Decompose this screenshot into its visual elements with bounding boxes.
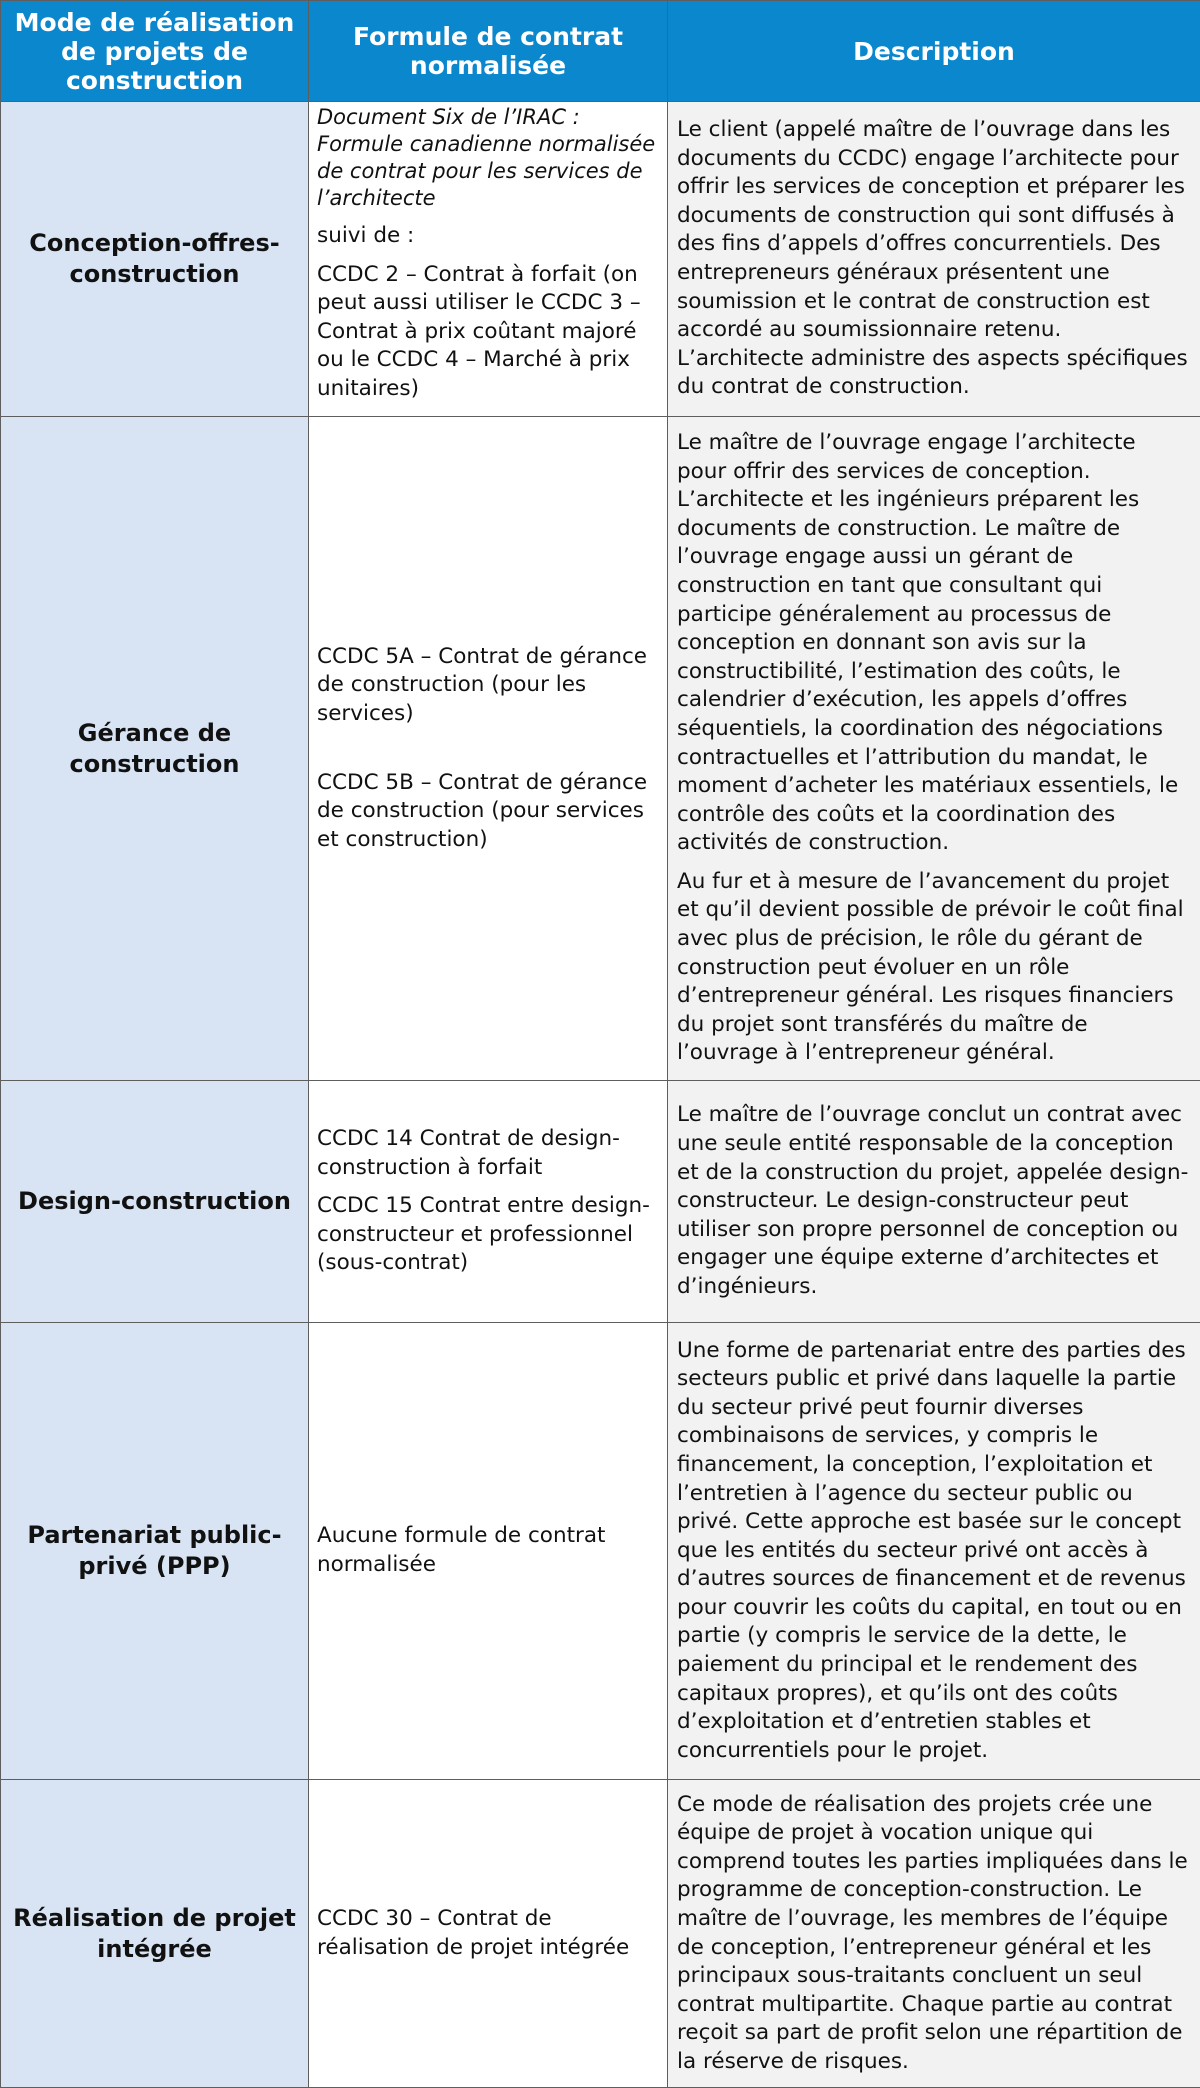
table-row [1, 1323, 1200, 1780]
table-header-row [1, 1, 1200, 102]
table-row [1, 102, 1200, 417]
description-cell [668, 1323, 1200, 1780]
contract-cell [309, 1323, 668, 1780]
mode-cell: Partenariat public-privé (PPP) [1, 1323, 309, 1780]
contract-cell [309, 1780, 668, 2088]
description-text: Le maître de l’ouvrage engage l’architecte pour offrir des services de conception. L’architecte et les ingénieurs préparent les documents de construction. Le maître de l’ouvrage engage aussi un gérant de construction en tant que consultant qui participe généralement au processus de conception en donnant son avis sur la constructibilité, l’estimation des coûts, le calendrier d’exécution, les appels d’offres séquentiels, la coordination des négociations contractuelles et l’attribution du mandat, le moment d’acheter les matériaux essentiels, le contrôle des coûts et la coordination des activités de construction. [677, 429, 1191, 858]
description-text: Au fur et à mesure de l’avancement du projet et qu’il devient possible de prévoir le coût final avec plus de précision, le rôle du gérant de construction peut évoluer en un rôle d’entrepreneur général. Les risques financiers du projet sont transférés du maître de l’ouvrage à l’entrepreneur général. [677, 868, 1191, 1068]
contract-text: Document Six de l’IRAC : Formule canadienne normalisée de contrat pour les services de l’architecte [317, 104, 659, 212]
header-mode: Mode de réalisation de projets de construction [1, 1, 309, 102]
header-contract: Formule de contrat normalisée [309, 1, 668, 102]
contract-cell [309, 102, 668, 417]
mode-cell: Réalisation de projet intégrée [1, 1780, 309, 2088]
description-text: Le client (appelé maître de l’ouvrage dans les documents du CCDC) engage l’architecte pour offrir les services de conception et préparer les documents de construction qui sont diffusés à des fins d’appels d’offres concurrentiels. Des entrepreneurs généraux présentent une soumission et le contrat de construction est accordé au soumissionnaire retenu. L’architecte administre des aspects spécifiques du contrat de construction. [677, 116, 1191, 402]
contract-text: CCDC 14 Contrat de design-construction à forfait [317, 1125, 659, 1182]
contract-text: suivi de : [317, 222, 659, 251]
description-cell [668, 417, 1200, 1081]
contract-cell [309, 1081, 668, 1323]
contract-text: Aucune formule de contrat normalisée [317, 1522, 659, 1579]
table-row [1, 1780, 1200, 2088]
mode-cell: Gérance de construction [1, 417, 309, 1081]
contract-text: CCDC 5A – Contrat de gérance de construction (pour les services) [317, 643, 659, 729]
contract-text: CCDC 5B – Contrat de gérance de construction (pour services et construction) [317, 769, 659, 855]
contract-text: CCDC 15 Contrat entre design-constructeur et professionnel (sous-contrat) [317, 1192, 659, 1278]
contract-text: CCDC 2 – Contrat à forfait (on peut aussi utiliser le CCDC 3 – Contrat à prix coûtant majoré ou le CCDC 4 – Marché à prix unitaires) [317, 261, 659, 404]
description-text: Ce mode de réalisation des projets crée une équipe de projet à vocation unique qui comprend toutes les parties impliquées dans le programme de conception-construction. Le maître de l’ouvrage, les membres de l’équipe de conception, l’entrepreneur général et les principaux sous-traitants concluent un seul contrat multipartite. Chaque partie au contrat reçoit sa part de profit selon une répartition de la réserve de risques. [677, 1791, 1191, 2077]
table-row [1, 417, 1200, 1081]
table-row [1, 1081, 1200, 1323]
contract-cell [309, 417, 668, 1081]
description-cell [668, 1081, 1200, 1323]
description-cell [668, 1780, 1200, 2088]
description-cell [668, 102, 1200, 417]
header-description: Description [668, 1, 1200, 102]
description-text: Le maître de l’ouvrage conclut un contrat avec une seule entité responsable de la conception et de la construction du projet, appelée design-constructeur. Le design-constructeur peut utiliser son propre personnel de conception ou engager une équipe externe d’architectes et d’ingénieurs. [677, 1101, 1191, 1301]
mode-cell: Design-construction [1, 1081, 309, 1323]
description-text: Une forme de partenariat entre des parties des secteurs public et privé dans laquelle la partie du secteur privé peut fournir diverses combinaisons de services, y compris le financement, la conception, l’exploitation et l’entretien à l’agence du secteur public ou privé. Cette approche est basée sur le concept que les entités du secteur privé ont accès à d’autres sources de financement et de revenus pour couvrir les coûts du capital, en tout ou en partie (y compris le service de la dette, le paiement du principal et le rendement des capitaux propres), et qu’ils ont des coûts d’exploitation et d’entretien stables et concurrentiels pour le projet. [677, 1337, 1191, 1766]
contract-text: CCDC 30 – Contrat de réalisation de projet intégrée [317, 1905, 659, 1962]
mode-cell: Conception-offres-construction [1, 102, 309, 417]
